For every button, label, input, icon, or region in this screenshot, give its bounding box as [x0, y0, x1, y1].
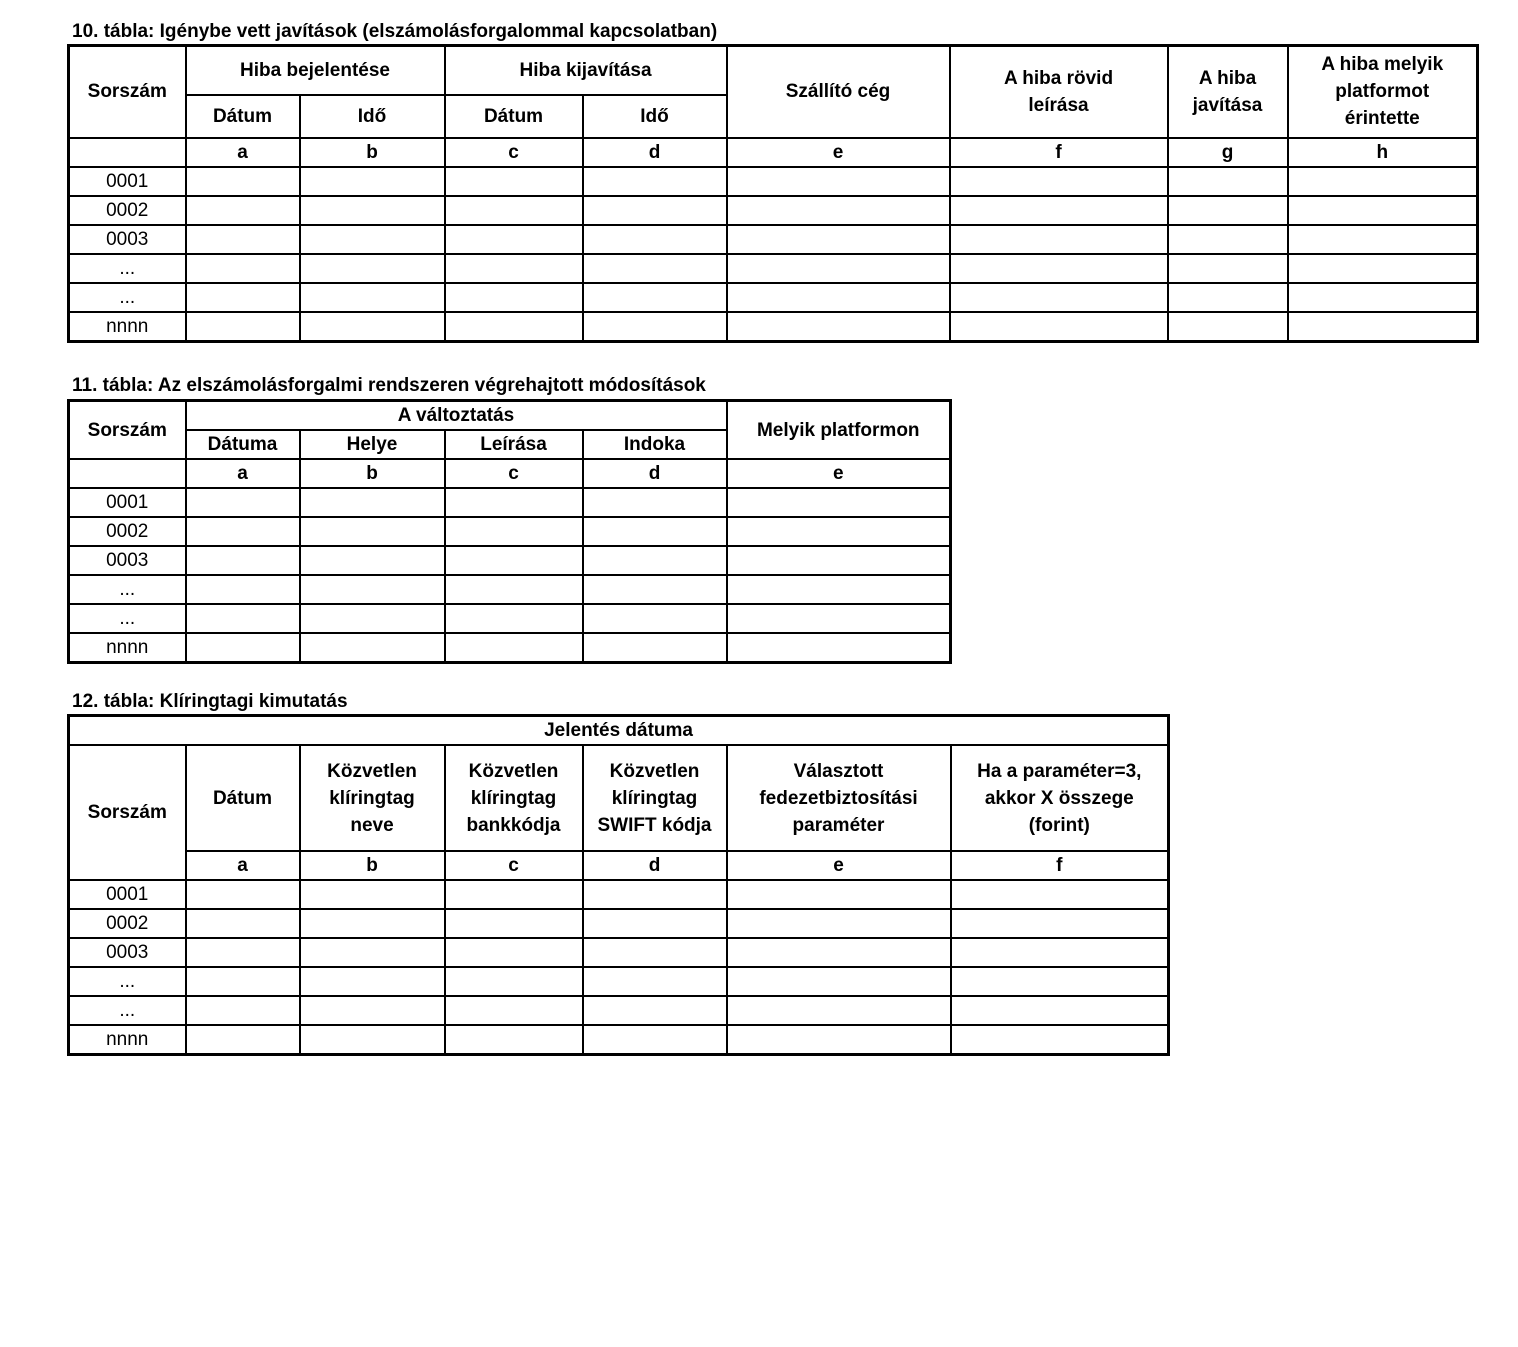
table-cell[interactable]	[583, 880, 727, 909]
row-number: 0003	[69, 938, 186, 967]
table-cell[interactable]	[1168, 312, 1288, 342]
table-cell[interactable]	[950, 225, 1168, 254]
table-row	[69, 880, 1169, 909]
table12-letters-row	[69, 851, 1169, 880]
table-cell[interactable]	[727, 225, 950, 254]
table-cell[interactable]	[445, 604, 583, 633]
table12-header-klirintag-swift: Közvetlen klíringtag SWIFT kódja	[583, 745, 727, 851]
table10-letter-blank	[69, 138, 186, 167]
table-cell[interactable]	[1288, 283, 1478, 312]
table10-header-hiba-bejelentese: Hiba bejelentése	[186, 46, 445, 95]
table-cell[interactable]	[186, 575, 300, 604]
table10-letter: g	[1168, 138, 1288, 167]
table10-header-datum: Dátum	[186, 95, 300, 138]
table10-header-ido: Idő	[300, 95, 445, 138]
table10-letter: c	[445, 138, 583, 167]
table-cell[interactable]	[186, 938, 300, 967]
table-cell[interactable]	[1288, 167, 1478, 196]
table-cell[interactable]	[727, 633, 951, 663]
table-cell[interactable]	[951, 996, 1169, 1025]
table-cell[interactable]	[300, 312, 445, 342]
row-number: 0001	[69, 488, 186, 517]
table-cell[interactable]	[583, 196, 727, 225]
table-cell[interactable]	[951, 880, 1169, 909]
table-cell[interactable]	[727, 996, 951, 1025]
table11-header-indoka: Indoka	[583, 430, 727, 459]
row-number: ...	[69, 967, 186, 996]
table10-letters-row	[69, 138, 1478, 167]
table-cell[interactable]	[727, 312, 950, 342]
row-number: 0003	[69, 546, 186, 575]
table-cell[interactable]	[300, 996, 445, 1025]
table11-caption: 11. tábla: Az elszámolásforgalmi rendszeren végrehajtott módosítások	[72, 375, 706, 396]
table-cell[interactable]	[951, 967, 1169, 996]
row-number: 0001	[69, 167, 186, 196]
table-cell[interactable]	[186, 517, 300, 546]
table12-header-klirintag-bankkod: Közvetlen klíringtag bankkódja	[445, 745, 583, 851]
table10-letter: f	[950, 138, 1168, 167]
table-row	[69, 283, 1478, 312]
table-cell[interactable]	[583, 546, 727, 575]
table-cell[interactable]	[300, 1025, 445, 1055]
table-cell[interactable]	[1168, 167, 1288, 196]
table12-header-fedezet-parameter: Választott fedezetbiztosítási paraméter	[727, 745, 951, 851]
row-number: 0002	[69, 909, 186, 938]
table-row	[69, 996, 1169, 1025]
table-cell[interactable]	[1288, 225, 1478, 254]
table-cell[interactable]	[727, 488, 951, 517]
table-cell[interactable]	[950, 167, 1168, 196]
table-cell[interactable]	[186, 254, 300, 283]
table10-header-sorszam: Sorszám	[69, 46, 186, 138]
table-cell[interactable]	[950, 283, 1168, 312]
row-number: ...	[69, 604, 186, 633]
table-cell[interactable]	[445, 575, 583, 604]
table12-letter: e	[727, 851, 951, 880]
table-row	[69, 225, 1478, 254]
table11-letter-blank	[69, 459, 186, 488]
table-cell[interactable]	[583, 633, 727, 663]
table-cell[interactable]	[583, 909, 727, 938]
row-number: ...	[69, 283, 186, 312]
table-cell[interactable]	[727, 604, 951, 633]
row-number: ...	[69, 996, 186, 1025]
table11-header-datuma: Dátuma	[186, 430, 300, 459]
table12-header-klirintag-neve: Közvetlen klíringtag neve	[300, 745, 445, 851]
table-cell[interactable]	[445, 225, 583, 254]
table-cell[interactable]	[300, 604, 445, 633]
table-cell[interactable]	[186, 633, 300, 663]
table-cell[interactable]	[300, 938, 445, 967]
table-cell[interactable]	[186, 604, 300, 633]
table-cell[interactable]	[445, 283, 583, 312]
table10-header-ido2: Idő	[583, 95, 727, 138]
table-cell[interactable]	[1168, 283, 1288, 312]
table11-letter: d	[583, 459, 727, 488]
table-row	[69, 167, 1478, 196]
table-cell[interactable]	[186, 996, 300, 1025]
table12-caption: 12. tábla: Klíringtagi kimutatás	[72, 691, 348, 712]
row-number: 0003	[69, 225, 186, 254]
table10-letter: h	[1288, 138, 1478, 167]
table-cell[interactable]	[727, 1025, 951, 1055]
table-cell[interactable]	[583, 938, 727, 967]
table-cell[interactable]	[300, 225, 445, 254]
table-cell[interactable]	[583, 996, 727, 1025]
table10-header-datum2: Dátum	[445, 95, 583, 138]
table11-letters-row	[69, 459, 951, 488]
table-cell[interactable]	[186, 546, 300, 575]
table-row	[69, 312, 1478, 342]
table11-header-valtoztatas: A változtatás	[186, 401, 727, 431]
table-row	[69, 254, 1478, 283]
table-cell[interactable]	[1288, 196, 1478, 225]
table11	[67, 399, 952, 664]
row-number: nnnn	[69, 633, 186, 663]
table-cell[interactable]	[445, 254, 583, 283]
table12	[67, 714, 1170, 1056]
table-cell[interactable]	[300, 517, 445, 546]
table-cell[interactable]	[186, 880, 300, 909]
table10-letter: a	[186, 138, 300, 167]
table-cell[interactable]	[445, 517, 583, 546]
table-cell[interactable]	[445, 546, 583, 575]
table-cell[interactable]	[727, 880, 951, 909]
table12-header-report-date: Jelentés dátuma	[69, 716, 1169, 746]
row-number: 0002	[69, 517, 186, 546]
table-cell[interactable]	[445, 1025, 583, 1055]
table-cell[interactable]	[186, 1025, 300, 1055]
table10-header-javitas: A hiba javítása	[1168, 46, 1288, 138]
table-cell[interactable]	[727, 909, 951, 938]
row-number: 0001	[69, 880, 186, 909]
table-row	[69, 633, 951, 663]
row-number: nnnn	[69, 1025, 186, 1055]
table11-header-leirasa: Leírása	[445, 430, 583, 459]
table-cell[interactable]	[300, 488, 445, 517]
row-number: ...	[69, 575, 186, 604]
table-cell[interactable]	[186, 225, 300, 254]
table-cell[interactable]	[445, 967, 583, 996]
table-cell[interactable]	[445, 196, 583, 225]
table-cell[interactable]	[951, 1025, 1169, 1055]
table-cell[interactable]	[300, 575, 445, 604]
table12-header-x-osszege: Ha a paraméter=3, akkor X összege (forint)	[951, 745, 1169, 851]
table-cell[interactable]	[186, 909, 300, 938]
table11-letter: c	[445, 459, 583, 488]
table10-letter: d	[583, 138, 727, 167]
table-cell[interactable]	[445, 880, 583, 909]
table12-letter: a	[186, 851, 300, 880]
table12-header-sorszam: Sorszám	[69, 745, 186, 880]
table-cell[interactable]	[583, 167, 727, 196]
table-cell[interactable]	[950, 254, 1168, 283]
table10-header-szallito: Szállító cég	[727, 46, 950, 138]
table10-caption: 10. tábla: Igénybe vett javítások (elszámolásforgalommal kapcsolatban)	[72, 21, 718, 42]
table10-letter: e	[727, 138, 950, 167]
table-cell[interactable]	[445, 909, 583, 938]
table-cell[interactable]	[300, 546, 445, 575]
table-cell[interactable]	[300, 880, 445, 909]
table12-letter: d	[583, 851, 727, 880]
table-cell[interactable]	[950, 312, 1168, 342]
table-cell[interactable]	[445, 996, 583, 1025]
table12-letter: c	[445, 851, 583, 880]
table12-letter: f	[951, 851, 1169, 880]
table-cell[interactable]	[727, 938, 951, 967]
table-row	[69, 604, 951, 633]
table-cell[interactable]	[583, 967, 727, 996]
table12-letter: b	[300, 851, 445, 880]
table-cell[interactable]	[186, 283, 300, 312]
table-row	[69, 938, 1169, 967]
table-cell[interactable]	[300, 909, 445, 938]
table-cell[interactable]	[1168, 254, 1288, 283]
table-cell[interactable]	[445, 167, 583, 196]
table-cell[interactable]	[583, 575, 727, 604]
table-cell[interactable]	[727, 254, 950, 283]
table-cell[interactable]	[186, 312, 300, 342]
table-cell[interactable]	[1288, 254, 1478, 283]
table-cell[interactable]	[583, 488, 727, 517]
table-cell[interactable]	[951, 909, 1169, 938]
table10-header-leiras: A hiba rövid leírása	[950, 46, 1168, 138]
table10-header-platform: A hiba melyik platformot érintette	[1288, 46, 1478, 138]
table11-header-helye: Helye	[300, 430, 445, 459]
table-cell[interactable]	[445, 312, 583, 342]
table-cell[interactable]	[583, 604, 727, 633]
table-cell[interactable]	[445, 633, 583, 663]
table-cell[interactable]	[186, 196, 300, 225]
table-cell[interactable]	[727, 517, 951, 546]
table11-letter: a	[186, 459, 300, 488]
table-cell[interactable]	[727, 196, 950, 225]
table-cell[interactable]	[583, 517, 727, 546]
table-row	[69, 967, 1169, 996]
table11-header-platform: Melyik platformon	[727, 401, 951, 460]
table11-letter: b	[300, 459, 445, 488]
table11-header-sorszam: Sorszám	[69, 401, 186, 460]
table-cell[interactable]	[300, 254, 445, 283]
table-cell[interactable]	[300, 967, 445, 996]
row-number: nnnn	[69, 312, 186, 342]
table11-letter: e	[727, 459, 951, 488]
table10-header-hiba-kijavitasa: Hiba kijavítása	[445, 46, 727, 95]
table-cell[interactable]	[1168, 225, 1288, 254]
table-row	[69, 546, 951, 575]
table12-header-datum: Dátum	[186, 745, 300, 851]
table-cell[interactable]	[186, 967, 300, 996]
table-cell[interactable]	[727, 575, 951, 604]
table-cell[interactable]	[445, 938, 583, 967]
table-cell[interactable]	[1168, 196, 1288, 225]
table-cell[interactable]	[583, 254, 727, 283]
table-cell[interactable]	[445, 488, 583, 517]
table-cell[interactable]	[950, 196, 1168, 225]
row-number: ...	[69, 254, 186, 283]
table-cell[interactable]	[186, 488, 300, 517]
table-cell[interactable]	[583, 1025, 727, 1055]
table-cell[interactable]	[727, 167, 950, 196]
table-row	[69, 517, 951, 546]
table-cell[interactable]	[727, 283, 950, 312]
table-cell[interactable]	[583, 312, 727, 342]
table-cell[interactable]	[1288, 312, 1478, 342]
table-row	[69, 575, 951, 604]
table-cell[interactable]	[186, 167, 300, 196]
table-cell[interactable]	[300, 283, 445, 312]
table-row	[69, 1025, 1169, 1055]
table-cell[interactable]	[727, 967, 951, 996]
table-cell[interactable]	[727, 546, 951, 575]
table-row	[69, 488, 951, 517]
table-cell[interactable]	[583, 225, 727, 254]
table-cell[interactable]	[583, 283, 727, 312]
table-cell[interactable]	[300, 167, 445, 196]
table-row	[69, 909, 1169, 938]
table-cell[interactable]	[951, 938, 1169, 967]
table-row	[69, 196, 1478, 225]
table10	[67, 44, 1479, 343]
row-number: 0002	[69, 196, 186, 225]
table-cell[interactable]	[300, 633, 445, 663]
table10-letter: b	[300, 138, 445, 167]
table-cell[interactable]	[300, 196, 445, 225]
